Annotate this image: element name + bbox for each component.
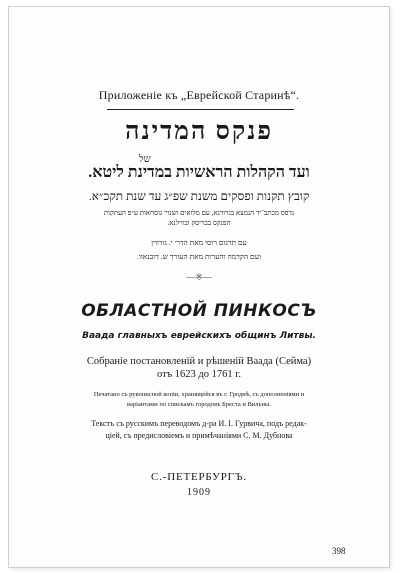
hebrew-title: פנקס המדינה	[125, 118, 273, 145]
hebrew-translator-line: עם תרגום רוסי מאת הדר׳ י. גורווין	[151, 238, 247, 247]
ornament-divider: —※—	[186, 272, 212, 282]
hebrew-of: של	[139, 154, 151, 165]
russian-collection-dates: отъ 1623 до 1761 г.	[157, 369, 241, 380]
hebrew-editor-line: ועם הקדמה והערות מאת העורך ש. דובנאוו.	[137, 252, 261, 261]
hebrew-subtitle: ועד הקהלות הראשיות במדינת ליטא.	[88, 164, 310, 181]
russian-collection-line: Собраніе постановленій и рѣшеній Ваада (Сейма)	[86, 356, 312, 367]
russian-source-note: Печатано съ рукописной копіи, хранящейся въ г. Гроднѣ, съ дополненіями и	[93, 391, 305, 398]
title-page	[8, 6, 390, 568]
horizontal-rule	[107, 109, 294, 110]
russian-translation-credit: Текстъ съ русскимъ переводомъ д-ра И. І. Гурвича, подъ редак-	[91, 419, 307, 428]
publication-year: 1909	[187, 487, 211, 498]
russian-source-note: варіантами по спискамъ городовъ Бреста и Вильны.	[127, 401, 271, 408]
hebrew-source-line: נדפס מכתב־יד הנמצא בגרודנא, עם מלואים ושנויי נוסחאות ע״פ העתקות	[103, 209, 295, 217]
hebrew-collection-line: קובץ תקנות ופסקים משנת שפ״ג עד שנת תקכ״א.	[88, 189, 310, 203]
publication-city: С.-ПЕТЕРБУРГЪ.	[151, 471, 247, 483]
russian-title: ОБЛАСТНОЙ ПИНКОСЪ	[81, 301, 317, 321]
hebrew-source-line: הפנקס בבריסק ובווילנא.	[167, 219, 231, 227]
russian-council-subtitle: Ваада главныхъ еврейскихъ общинъ Литвы.	[82, 331, 316, 341]
russian-translation-credit: ціей, съ предисловіемъ и примѣчаніями С. М. Дубнова	[105, 431, 293, 440]
page-number: 398	[332, 546, 346, 556]
supplement-heading: Приложеніе къ „Еврейской Старинѣ“.	[98, 88, 300, 102]
